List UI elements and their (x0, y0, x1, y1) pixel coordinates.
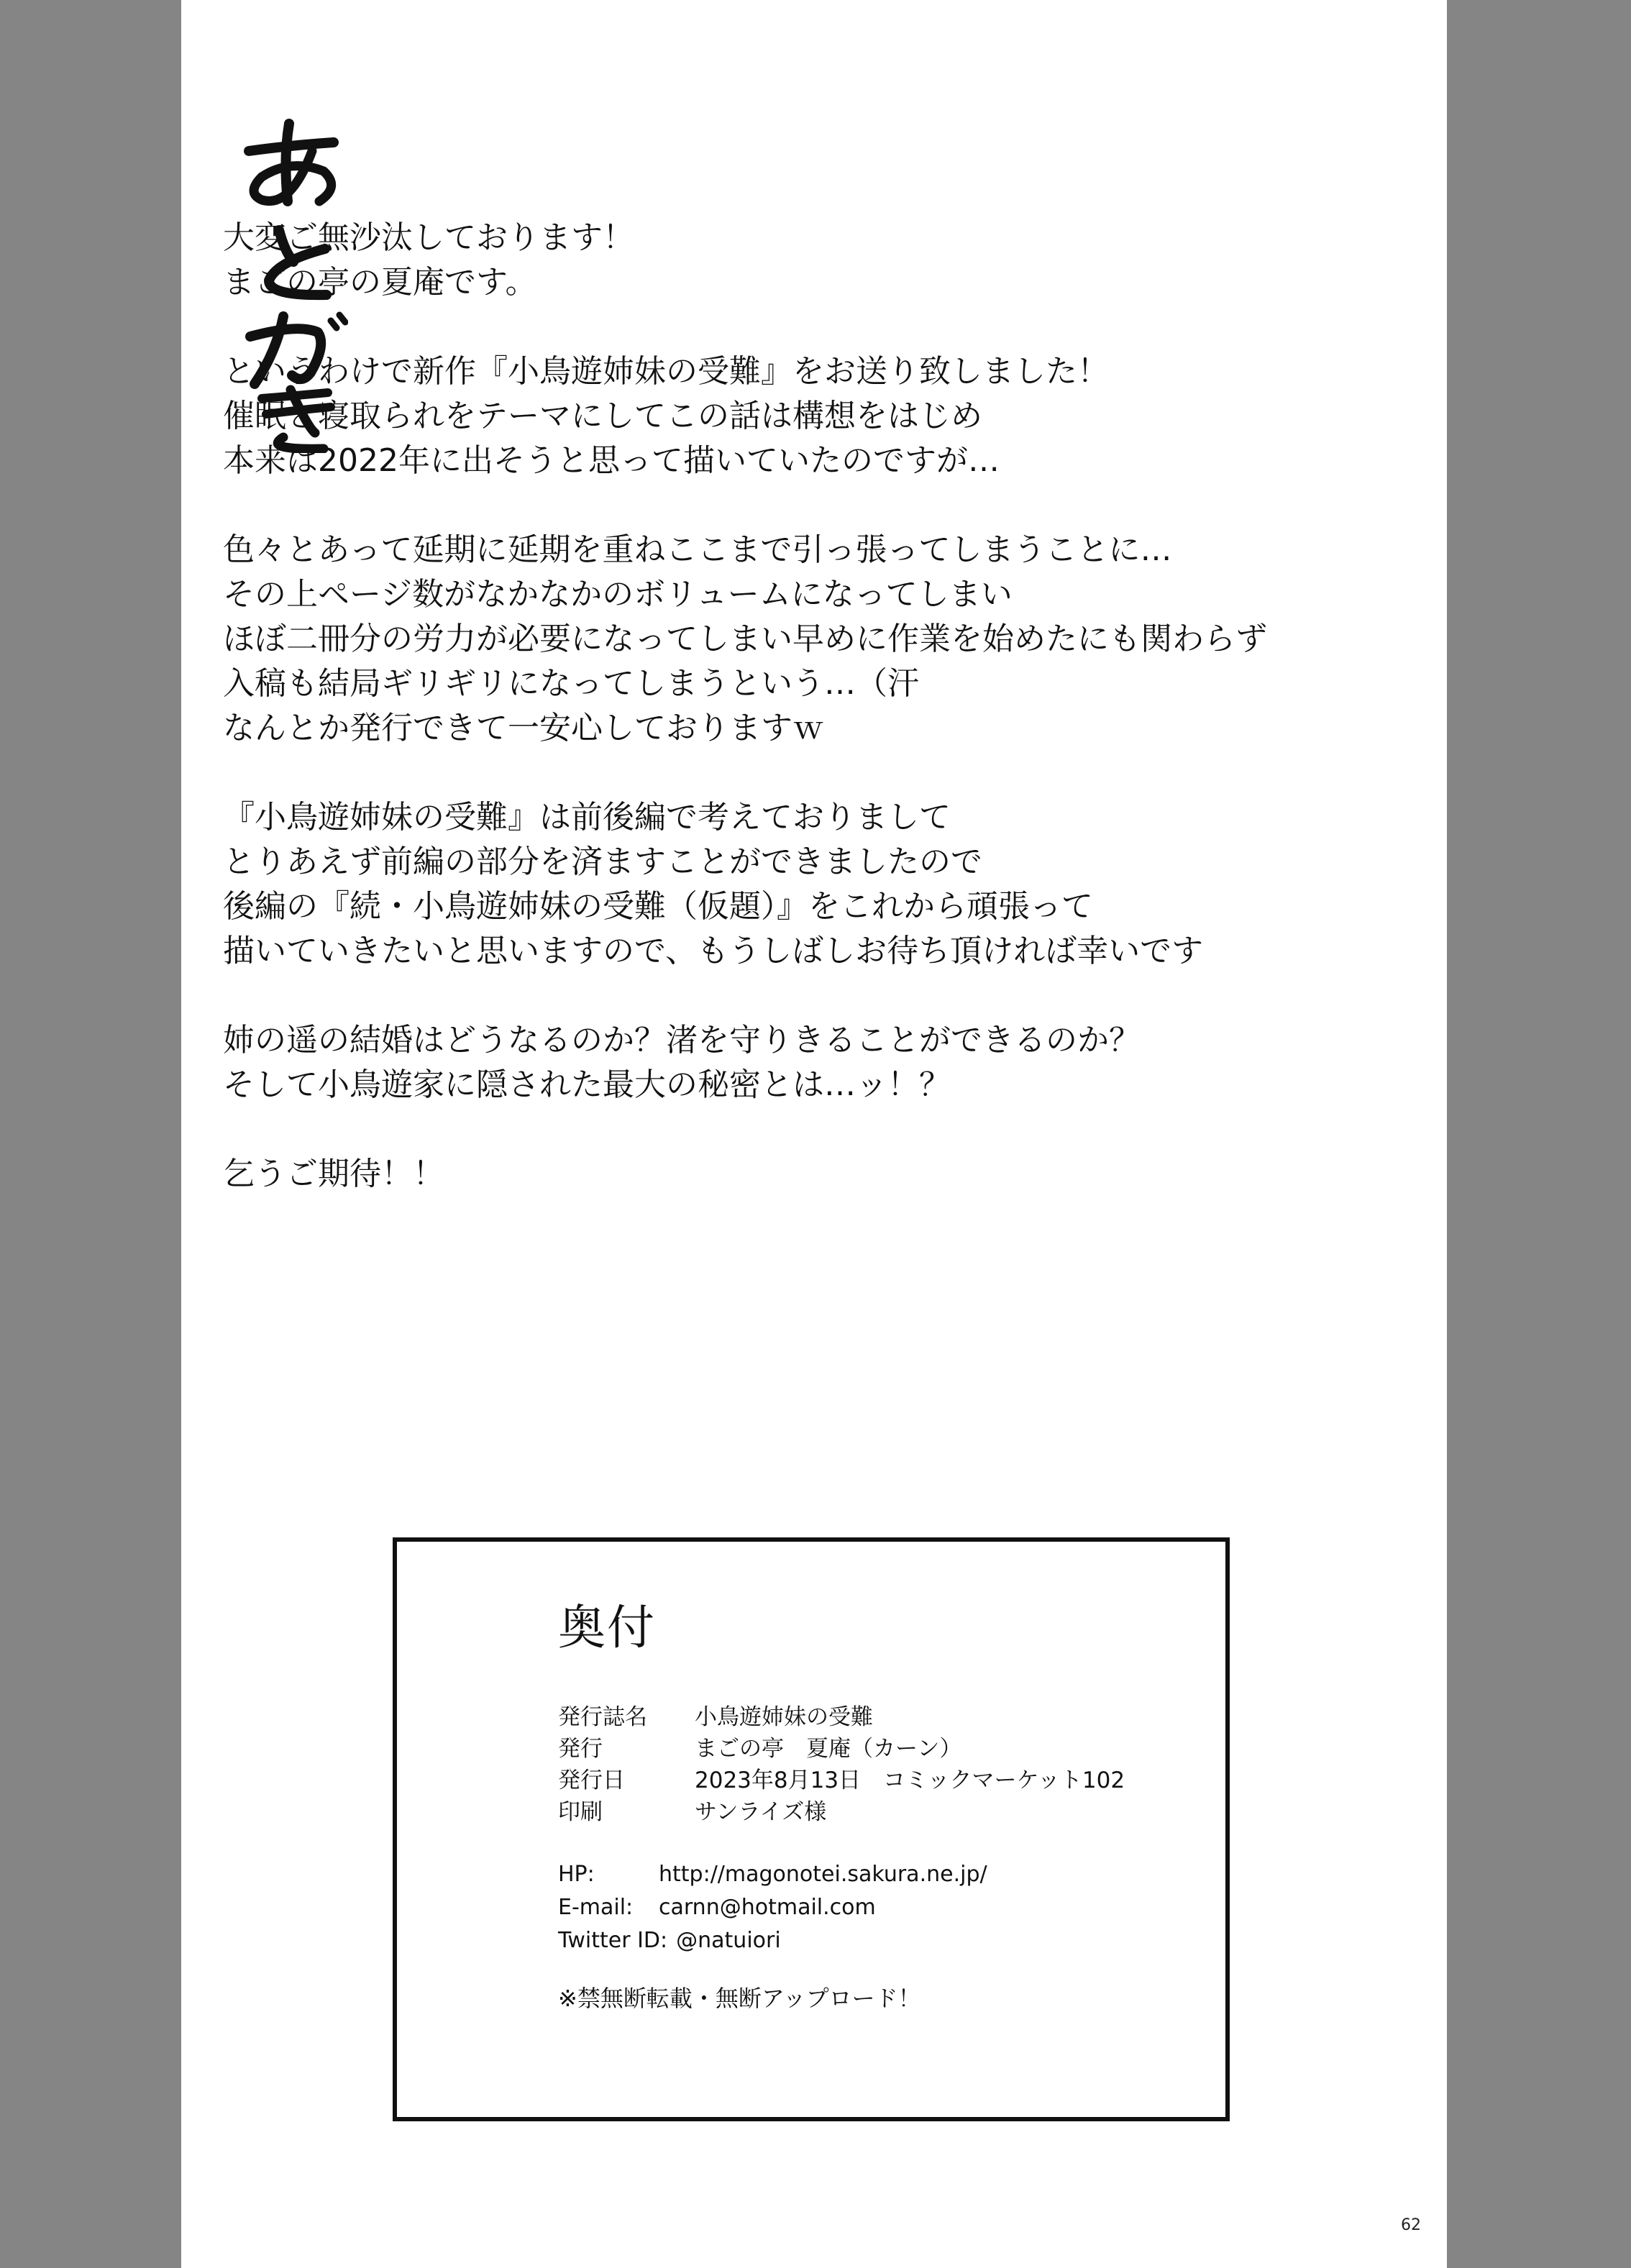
colophon-key: 印刷 (558, 1799, 603, 1825)
afterword-line: ほぼ二冊分の労力が必要になってしまい早めに作業を始めたにも関わらず (223, 621, 1267, 657)
contact-key: E-mail: (558, 1895, 634, 1920)
afterword-paragraph (223, 795, 1431, 974)
colophon-key: 発行日 (558, 1768, 625, 1793)
homepage-link[interactable]: http://magonotei.sakura.ne.jp/ (659, 1862, 987, 1887)
afterword-line: 『小鳥遊姉妹の受難』は前後編で考えておりまして (223, 799, 951, 836)
afterword-line: なんとか発行できて一安心しておりますｗ (223, 710, 824, 746)
book-page (181, 0, 1447, 2268)
afterword-paragraph (223, 216, 1431, 305)
colophon-title: 奥付 (558, 1600, 656, 1655)
colophon-row-title (558, 1701, 1125, 1733)
afterword-paragraph (223, 349, 1431, 483)
colophon-row-printer (558, 1796, 1125, 1828)
page-number: 62 (1401, 2216, 1421, 2234)
colophon-row-date (558, 1765, 1125, 1796)
colophon-contacts (558, 1858, 1125, 1957)
afterword-paragraph (223, 1152, 1431, 1197)
afterword-line: 大変ご無沙汰しております！ (223, 219, 634, 256)
afterword-line: とりあえず前編の部分を済ますことができましたので (223, 843, 982, 880)
colophon-key: 発行 (558, 1736, 603, 1762)
afterword-line: 催眠と寝取られをテーマにしてこの話は構想をはじめ (223, 398, 982, 434)
afterword-line: というわけで新作『小鳥遊姉妹の受難』をお送り致しました！ (223, 353, 1109, 390)
afterword-line: 入稿も結局ギリギリになってしまうという…（汗 (223, 665, 919, 702)
colophon-info (558, 1701, 1125, 2015)
contact-key: Twitter ID: (558, 1928, 668, 1953)
contact-key: HP: (558, 1862, 595, 1887)
afterword-body (223, 216, 1431, 1241)
afterword-line: その上ページ数がなかなかのボリュームになってしまい (223, 576, 1013, 613)
twitter-handle[interactable]: @natuiori (676, 1928, 781, 1953)
colophon-box (393, 1537, 1230, 2121)
afterword-line: 後編の『続・小鳥遊姉妹の受難（仮題）』をこれから頑張って (223, 888, 1093, 925)
email-link[interactable]: carnn@hotmail.com (659, 1895, 876, 1920)
afterword-line: 描いていきたいと思いますので、もうしばしお待ち頂ければ幸いです (223, 933, 1204, 969)
colophon-row-publisher (558, 1733, 1125, 1765)
contact-twitter (558, 1924, 1125, 1957)
colophon-value: まごの亭 夏庵（カーン） (695, 1736, 962, 1762)
afterword-paragraph (223, 1018, 1431, 1107)
contact-homepage (558, 1858, 1125, 1891)
colophon-value: 小鳥遊姉妹の受難 (695, 1704, 873, 1730)
afterword-line: まごの亭の夏庵です。 (223, 264, 537, 301)
colophon-value: サンライズ様 (695, 1799, 827, 1825)
contact-email (558, 1891, 1125, 1924)
afterword-line: 色々とあって延期に延期を重ねここまで引っ張ってしまうことに… (223, 531, 1172, 568)
no-reproduction-notice: ※禁無断転載・無断アップロード！ (558, 1985, 921, 2012)
colophon-value: 2023年8月13日 コミックマーケット102 (695, 1768, 1125, 1793)
afterword-line: 本来は2022年に出そうと思って描いていたのですが… (223, 442, 1000, 479)
afterword-paragraph (223, 528, 1431, 751)
afterword-line: 乞うご期待！！ (223, 1156, 444, 1192)
afterword-line: 姉の遥の結婚はどうなるのか？渚を守りきることができるのか？ (223, 1022, 1141, 1058)
colophon-key: 発行誌名 (558, 1704, 647, 1730)
afterword-line: そして小鳥遊家に隠された最大の秘密とは…ッ！？ (223, 1066, 951, 1103)
